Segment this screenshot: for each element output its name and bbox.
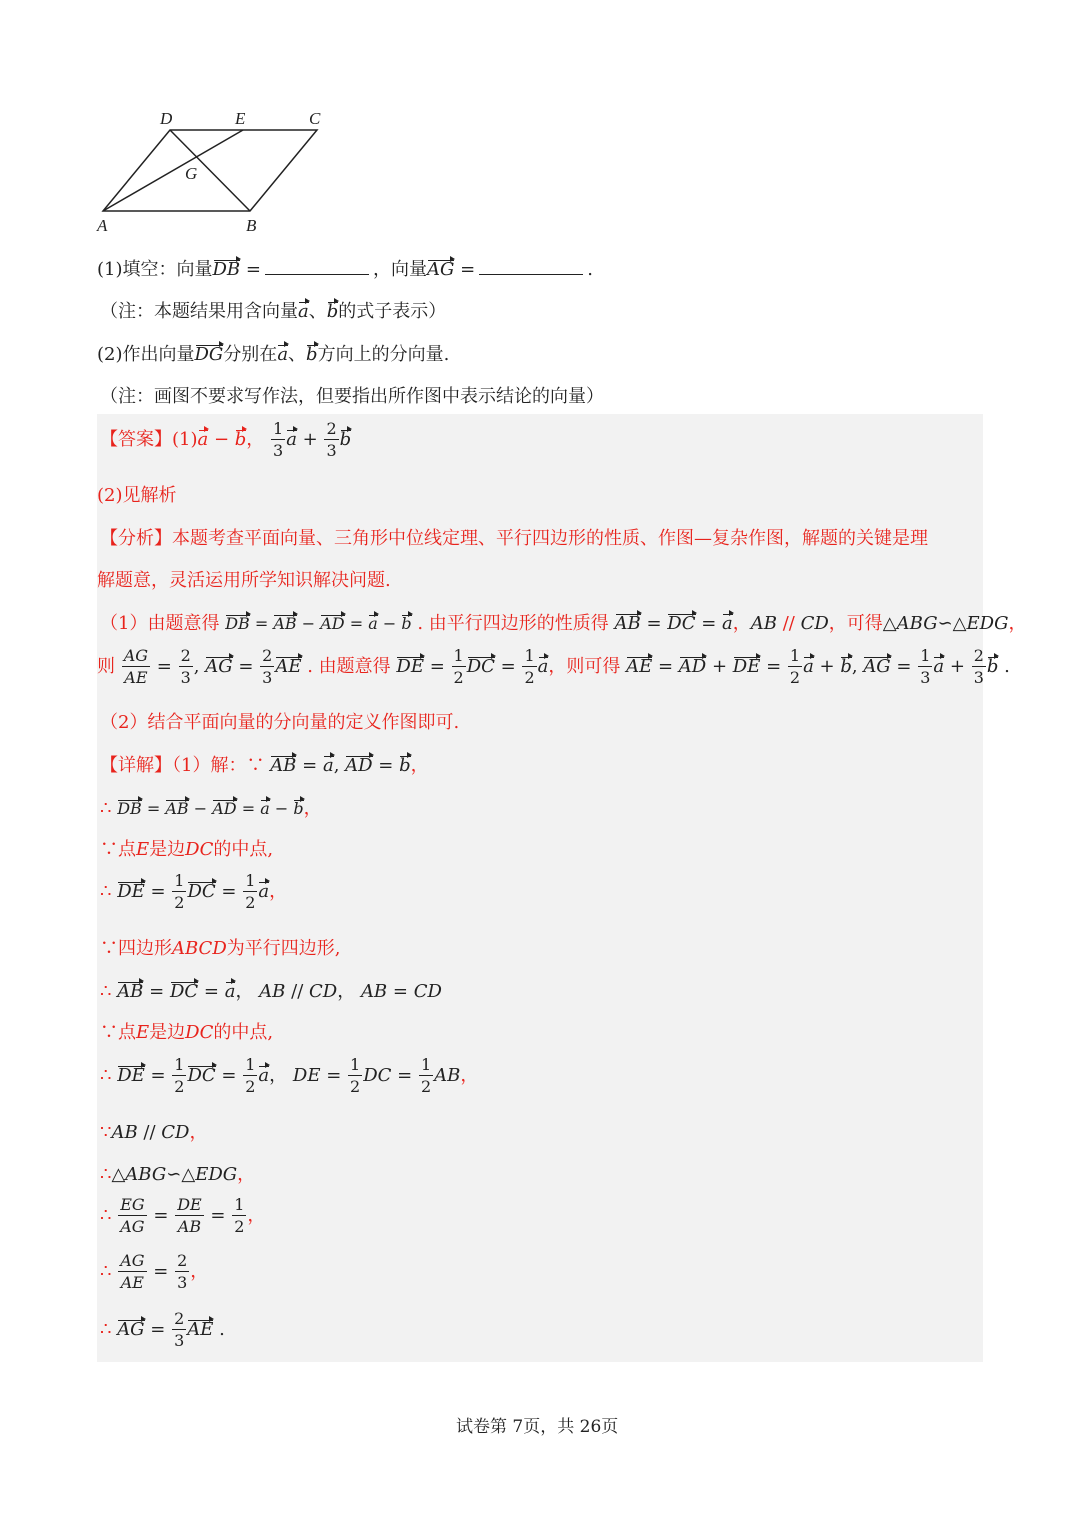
analysis-step3: （2）结合平面向量的分向量的定义作图即可. [100, 712, 460, 733]
detail-line9: ∵AB // CD， [100, 1122, 208, 1143]
blank-db[interactable] [265, 260, 369, 275]
blank-ag[interactable] [479, 260, 583, 275]
analysis-step1: （1）由题意得 DB = AB − AD = a − b . 由平行四边形的性质得 AB = DC = a，AB // CD，可得△ABG∽△EDG， [100, 613, 1027, 634]
analysis-line2: 解题意，灵活运用所学知识解决问题. [97, 570, 391, 591]
detail-line1: 【详解】（1）解：∵ AB = a, AD = b， [100, 755, 429, 776]
detail-line12: ∴ $\frac{AG}{AE}$ = $\frac{2}{3}$ ， [100, 1251, 209, 1292]
answer-line2: (2)见解析 [97, 485, 177, 506]
label-a: A [97, 216, 108, 235]
label-b: B [246, 216, 257, 235]
detail-line3: ∵点E是边DC的中点, [100, 839, 274, 860]
parallelogram-figure [90, 100, 340, 240]
question-note2: （注：画图不要求写作法，但要指出所作图中表示结论的向量） [100, 386, 604, 407]
label-g: G [185, 164, 198, 183]
detail-line13: ∴ AG = $\frac{2}{3}$ AE . [100, 1309, 225, 1350]
detail-line2: ∴ DB = AB − AD = a − b， [100, 798, 322, 819]
answer-line1: 【答案】(1)a − b， $\frac{1}{3}$ a + $\frac{2}{3}$ b [100, 419, 352, 460]
label-d: D [160, 109, 173, 128]
detail-line8: ∴ DE = $\frac{1}{2}$ DC = $\frac{1}{2}$ a， DE = $\frac{1}{2}$ DC = $\frac{1}{2}$ AB， [100, 1055, 479, 1096]
page-footer: 试卷第 7页，共 26页 [456, 1417, 619, 1437]
question-part1: (1)填空：向量DB = ，向量AG = . [97, 259, 593, 280]
analysis-line1: 【分析】本题考查平面向量、三角形中位线定理、平行四边形的性质、作图—复杂作图，解题的关键是理 [100, 528, 928, 549]
detail-line10: ∴△ABG∽△EDG， [100, 1164, 256, 1185]
analysis-step2: 则 $\frac{AG}{AE}$ = $\frac{2}{3}$ , AG = $\frac{2}{3}$ AE . 由题意得 DE = $\frac{1}{2}$ DC = $\frac{1}{2}$ a，则可得 AE = AD + DE = $\frac{1}{2}$ a + b, AG = $\frac{1}{3}$ a + $\frac{2}{3}$ b . [97, 646, 1010, 687]
detail-line5: ∵四边形ABCD为平行四边形, [100, 938, 341, 959]
label-e: E [235, 109, 246, 128]
detail-line6: ∴ AB = DC = a， AB // CD， AB = CD [100, 981, 442, 1002]
detail-line4: ∴ DE = $\frac{1}{2}$ DC = $\frac{1}{2}$ a， [100, 871, 288, 912]
detail-line11: ∴ $\frac{EG}{AG}$ = $\frac{DE}{AB}$ = $\frac{1}{2}$ ， [100, 1195, 266, 1236]
question-part2: (2)作出向量DG分别在a、b方向上的分向量. [97, 344, 450, 365]
question-note1: （注：本题结果用含向量a、b的式子表示） [100, 301, 447, 322]
detail-line7: ∵点E是边DC的中点, [100, 1022, 274, 1043]
label-c: C [309, 109, 321, 128]
